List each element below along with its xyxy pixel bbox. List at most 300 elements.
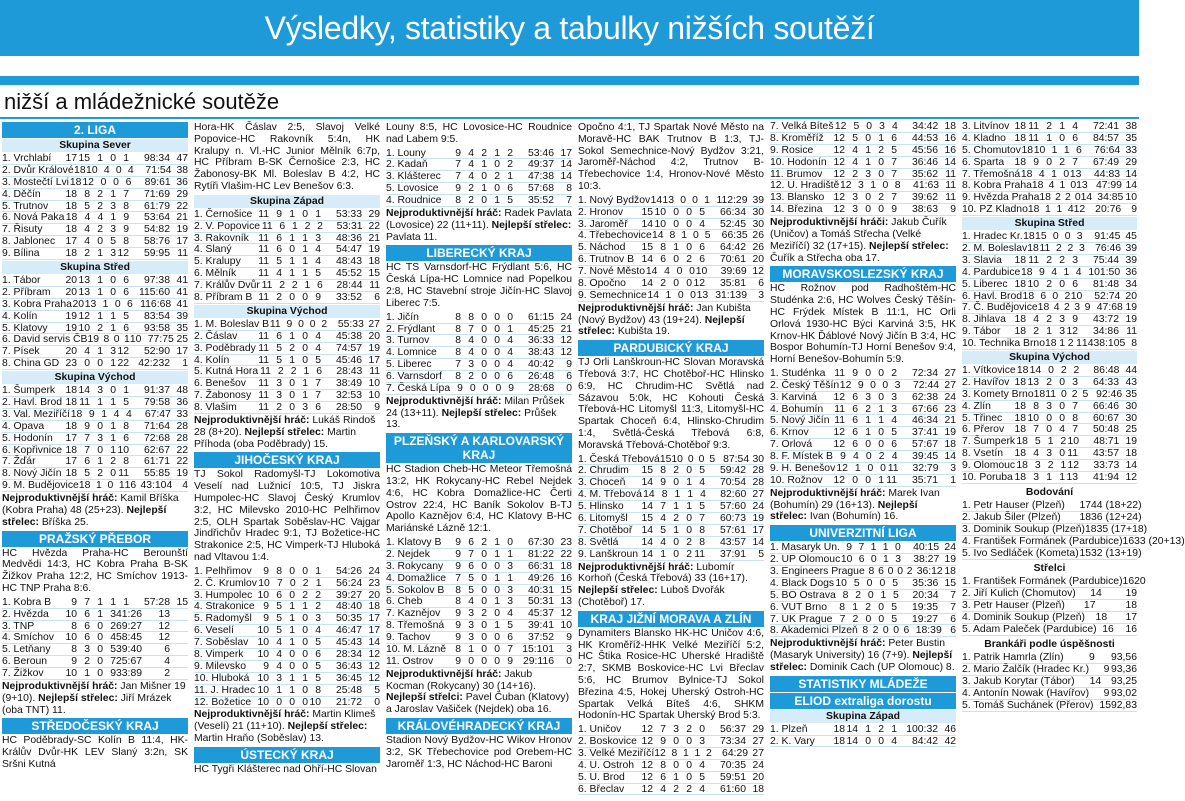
table-cell: 29 <box>176 188 188 200</box>
table-cell: 8 <box>455 195 461 207</box>
table-cell: 2 <box>302 589 308 601</box>
table-cell: 23 <box>65 358 77 370</box>
table-cell: 18 <box>1014 254 1026 266</box>
table-row <box>578 207 764 219</box>
table-cell: 7. Třemošná <box>962 168 1021 180</box>
table-cell: 5 <box>276 601 282 613</box>
table-row <box>194 319 380 331</box>
table-cell: 4 <box>315 625 321 637</box>
table-row <box>386 335 572 347</box>
stats-cell: 16 <box>1125 623 1137 635</box>
table-cell: 2 <box>852 168 858 180</box>
table-cell: 28 <box>176 432 188 444</box>
table-cell: 19 <box>65 322 77 334</box>
table-cell: 0 <box>481 655 487 667</box>
table-cell: 3 <box>468 620 474 632</box>
table-cell: 8 <box>123 236 129 248</box>
table-row <box>386 195 572 207</box>
table-cell: 35:71 <box>911 474 938 486</box>
table-cell: 45:37 <box>527 608 554 620</box>
table-cell: 5. Kutná Hora <box>194 366 259 378</box>
table-cell: 7. Řisuty <box>2 224 43 236</box>
table-cell: 1 <box>1047 436 1054 448</box>
table-row <box>194 590 380 602</box>
stats-cell: 1. Patrik Hamrla (Zlín) <box>962 651 1064 663</box>
table-cell: 4 <box>852 451 859 463</box>
table-cell: 2 <box>291 280 298 292</box>
table-cell: 2 <box>97 224 103 236</box>
table-cell: 0 <box>1059 132 1065 144</box>
table-cell: 5 <box>891 144 897 156</box>
table-cell: 6. Kopřivnice <box>2 444 63 456</box>
table-cell: 12 <box>560 335 572 347</box>
stats-row <box>962 624 1137 636</box>
group-title: Skupina Východ <box>2 371 188 384</box>
table-cell: 3 <box>1046 400 1052 412</box>
table-cell: 5 <box>468 572 474 584</box>
table-cell: 4 <box>1053 302 1060 314</box>
table-cell: 12 <box>833 144 845 156</box>
table-cell: 2 <box>872 625 879 637</box>
table-cell: 1 <box>110 420 116 432</box>
table-cell: 1 <box>494 548 500 560</box>
stats-cell: 16 <box>1122 575 1135 587</box>
note-label: Nejproduktivnější hráč: <box>386 668 502 680</box>
results-paragraph: HC Hvězda Praha-HC Berounští Medvědi 14:3, HC Kobra Praha B-SK Žižkov Praha 12:2, HC Smíchov 1913-HC TNP Praha 8:6. <box>2 547 188 594</box>
table-cell: 8. Kobra Praha <box>962 180 1032 192</box>
table-cell: 36 <box>1125 266 1138 278</box>
table-cell: 3 <box>894 379 901 391</box>
table-cell: 5 <box>315 672 321 684</box>
table-cell: 6 <box>507 371 513 383</box>
table-cell: 1. Nový Bydžov <box>578 194 651 206</box>
table-row <box>578 230 764 242</box>
table-cell: 11 <box>369 366 381 378</box>
table-cell: 4 <box>468 159 474 171</box>
table-cell: 14 <box>1125 180 1138 192</box>
table-cell: 5 <box>507 620 513 632</box>
table-cell: 2 <box>906 565 913 577</box>
table-cell: 0 <box>97 420 103 432</box>
note-label: Nejlepší střelci: <box>386 692 463 704</box>
table-cell: 49:26 <box>527 572 554 584</box>
table-cell: 19:27 <box>912 613 939 625</box>
table-cell: 18 <box>1020 168 1033 180</box>
table-cell: 3. TNP <box>2 620 35 632</box>
table-cell: 5 <box>892 577 899 589</box>
table-cell: 71:54 <box>145 164 172 176</box>
table-cell: 1 <box>1051 144 1058 156</box>
stats-cell: 4. Dominik Soukup (Plzeň) <box>962 611 1086 623</box>
table-cell: 0 <box>878 391 884 403</box>
table-cell: 1. Klatovy B <box>386 537 442 549</box>
table-cell: 18 <box>1014 376 1026 388</box>
table-cell: 8 <box>103 334 110 346</box>
table-cell: 11. J. Hradec <box>194 684 256 696</box>
table-cell: 1 <box>854 463 861 475</box>
table-cell: 2 <box>891 367 897 379</box>
table-cell: 1 <box>865 723 871 735</box>
table-cell: 30 <box>752 218 764 230</box>
table-cell: 0 <box>680 194 686 206</box>
table-cell: 54:82 <box>143 224 170 236</box>
table-cell: 0 <box>865 613 872 625</box>
note-label: Nejlepší střelec: <box>578 314 745 338</box>
table-cell: 7. Žďár <box>2 456 36 468</box>
table-cell: 8 <box>71 644 77 656</box>
table-cell: 1 <box>883 554 889 566</box>
group-title: Skupina Východ <box>194 305 380 318</box>
table-row <box>578 219 764 231</box>
table-cell: 10 <box>65 632 77 644</box>
table-cell: 9 <box>123 212 130 224</box>
column-2 <box>194 121 380 801</box>
table-cell: 0 <box>289 378 295 390</box>
table-cell: 0 <box>507 311 513 323</box>
table-cell: 0 <box>302 637 308 649</box>
table-cell: 81:22 <box>527 548 554 560</box>
table-cell: 4 <box>164 656 170 668</box>
table-cell: 0 <box>878 367 884 379</box>
table-cell: 6. David servis ČB <box>2 334 88 346</box>
table-cell: 35 <box>1125 388 1137 400</box>
table-cell: 92:46 <box>1096 388 1123 400</box>
stats-row <box>962 676 1137 688</box>
table-cell: 3. Engineers Prague <box>770 565 865 577</box>
table-cell: 9 <box>455 608 461 620</box>
table-cell: 16 <box>124 480 137 492</box>
table-cell: 0 <box>302 625 308 637</box>
table-cell: 1. Louny <box>386 147 426 159</box>
table-cell: 14 <box>752 536 764 548</box>
table-cell: 18 <box>560 560 572 572</box>
table-cell: 0 <box>865 451 872 463</box>
table-cell: 6 <box>84 620 90 632</box>
table-cell: 18 <box>1014 278 1026 290</box>
table-row <box>578 454 764 466</box>
stats-cell: 1. František Formánek (Pardubice) <box>962 575 1123 587</box>
section-header: 2. LIGA <box>2 122 188 138</box>
table-cell: 7 <box>839 613 846 625</box>
table-cell: 50:35 <box>335 613 362 625</box>
table-cell: 41 <box>176 298 189 310</box>
table-cell: 7 <box>455 572 461 584</box>
table-cell: 0 <box>1064 231 1071 243</box>
table-cell: 4 <box>276 649 282 661</box>
table-cell: 3 <box>97 385 103 397</box>
table-cell: 6 <box>852 391 858 403</box>
table-cell: 91:37 <box>143 385 170 397</box>
table-cell: 0 <box>302 649 308 661</box>
table-cell: 4 <box>1075 266 1082 278</box>
table-cell: 1 <box>289 672 295 684</box>
table-cell: 66:35 <box>721 230 748 242</box>
table-cell: 12 <box>368 660 380 672</box>
table-cell: 18 <box>1016 365 1029 377</box>
group-title: Skupina Střed <box>2 261 188 274</box>
table-cell: 2 <box>1033 326 1039 338</box>
table-cell: 45:52 <box>335 268 362 280</box>
table-cell: 2 <box>1047 460 1054 472</box>
table-cell: 5 <box>893 589 899 601</box>
table-cell: 0 <box>897 565 903 577</box>
table-cell: 35 <box>1125 132 1137 144</box>
column-3 <box>386 121 572 801</box>
table-cell: 12 <box>158 632 170 644</box>
table-cell: 1 <box>292 220 298 232</box>
table-row <box>2 311 188 323</box>
stats-cell: 3. Petr Hauser (Plzeň) <box>962 599 1065 611</box>
table-cell: 8 <box>699 524 705 536</box>
table-cell: 4 <box>276 637 282 649</box>
table-cell: 6. Břeclav <box>578 783 625 795</box>
table-cell: 6 <box>279 220 286 232</box>
table-cell: 1. Vrchlabí <box>2 153 52 164</box>
table-row <box>2 480 188 492</box>
table-cell: 9 <box>566 632 572 644</box>
table-cell: 5. Lovosice <box>386 183 439 195</box>
table-cell: 8 <box>455 371 461 383</box>
table-cell: 67:30 <box>527 537 554 549</box>
table-cell: 7 <box>110 656 116 668</box>
table-row <box>386 324 572 336</box>
table-cell: 69:27 <box>116 620 143 632</box>
table-cell: 1 <box>686 477 692 489</box>
table-row <box>2 189 188 201</box>
table-cell: 3 <box>1034 460 1041 472</box>
table-cell: 1 <box>124 334 130 346</box>
table-cell: 11 <box>1067 448 1078 460</box>
results-paragraph: HC Stadion Cheb-HC Meteor Třemošná 13:2, HK Rokycany-HC Rebel Nejdek 4:6, HC Kobra Domažlice-HC Čerti Ostrov 22:4, HC Baník Sokolov B-TJ Apollo Kaznějov 6:4, HC Klatovy B-HC Mariánské Lázně 12:1. <box>386 464 572 535</box>
table-cell: 0 <box>481 335 487 347</box>
table-cell: 11 <box>260 366 271 378</box>
table-row <box>770 578 956 590</box>
table-cell: 14 <box>1125 168 1137 180</box>
table-cell: 84:57 <box>1092 132 1119 144</box>
table-row <box>386 620 572 632</box>
table-cell: 8 <box>123 200 129 212</box>
table-cell: 3 <box>110 200 116 212</box>
table-cell: 1. Studénka <box>770 367 826 379</box>
table-cell: 9 <box>84 420 90 432</box>
note-value: Průšek 13. <box>386 407 557 431</box>
section-header: LIBERECKÝ KRAJ <box>386 245 572 261</box>
table-cell: 10 <box>1027 412 1039 424</box>
stats-row <box>962 499 1142 512</box>
table-cell: 10 <box>1033 144 1046 156</box>
table-cell: 5 <box>507 195 513 207</box>
table-cell: 2 <box>84 656 90 668</box>
table-row <box>386 371 572 383</box>
table-cell: 7 <box>858 542 865 554</box>
table-cell: 10 <box>257 625 269 637</box>
table-cell: 1 <box>673 242 679 254</box>
table-cell: 11 <box>834 403 845 415</box>
note-value: Lukáš Rindoš 28 (8+20). <box>194 415 376 438</box>
table-cell: 18 <box>1045 338 1057 350</box>
table-cell: 18 <box>1014 121 1026 132</box>
subtitle-divider <box>0 117 1139 119</box>
table-cell: 6 <box>1072 132 1078 144</box>
table-row <box>962 326 1137 338</box>
table-cell: 9 <box>1039 266 1045 278</box>
table-cell: 4 <box>660 513 666 525</box>
table-cell: 0 <box>692 194 698 206</box>
table-cell: 5 <box>276 354 282 366</box>
table-cell: 5. Liberec <box>962 278 1008 290</box>
table-cell: 0 <box>113 176 119 188</box>
table-cell: 12 <box>1067 460 1080 472</box>
table-cell: 56:24 <box>336 577 363 589</box>
table-row <box>578 513 764 525</box>
table-cell: 6. Přerov <box>962 424 1005 436</box>
table-cell: 0 <box>302 354 308 366</box>
stats-row <box>962 511 1142 524</box>
table-row <box>578 465 764 477</box>
table-row <box>2 632 188 644</box>
table-cell: 0 <box>468 655 474 667</box>
table-cell: 3 <box>97 432 103 444</box>
table-row <box>386 632 572 644</box>
table-cell: 1 <box>891 723 897 735</box>
table-cell: 5 <box>276 613 282 625</box>
table-cell: 0 <box>673 548 679 560</box>
note-label: Nejlepší střelec: <box>441 407 522 419</box>
table-cell: 7. Králův Dvůr <box>194 280 260 292</box>
table-cell: 11 <box>258 208 269 220</box>
note-label: Nejproduktivnější hráč: <box>770 487 886 499</box>
table-cell: 0 <box>494 608 500 620</box>
table-cell: 1 <box>289 256 295 268</box>
table-cell: 37:52 <box>527 632 554 644</box>
table-cell: 1 <box>123 596 129 608</box>
table-cell: 1 <box>110 444 116 456</box>
table-cell: 7 <box>891 168 897 180</box>
table-cell: 87:54 <box>723 453 750 465</box>
table-cell: 44:83 <box>1094 168 1121 180</box>
table-cell <box>170 609 188 620</box>
table-cell: 4 <box>468 147 474 159</box>
table-cell: 66:31 <box>527 560 554 572</box>
table-cell: 10 <box>309 696 321 708</box>
table-cell: 1 <box>110 596 116 608</box>
table-row <box>386 644 572 656</box>
table-cell <box>170 656 188 667</box>
table-cell: 14 <box>651 230 664 242</box>
table-cell: 1 <box>865 427 871 439</box>
group-title: Skupina Východ <box>962 351 1137 364</box>
table-cell: 9 <box>852 367 858 379</box>
table-cell: 14 <box>647 289 660 301</box>
table-cell: 18 <box>944 439 956 451</box>
table-cell: 1 <box>302 268 308 280</box>
table-row <box>962 338 1137 350</box>
table-cell: 6 <box>123 275 129 287</box>
table-cell: 29 <box>368 208 380 220</box>
table-cell: 11 <box>1045 388 1056 400</box>
table-cell: 3. Slavia <box>962 254 1002 266</box>
table-cell: 33 <box>1125 144 1137 156</box>
table-cell: 7 <box>950 589 956 601</box>
table-row <box>194 578 380 590</box>
table-cell: 9 <box>457 382 463 394</box>
table-cell: 39:40 <box>116 644 143 656</box>
table-cell: 1 <box>1046 132 1052 144</box>
table-cell: 15 <box>641 206 653 218</box>
table-cell: 4 <box>315 244 321 256</box>
table-cell: 50:48 <box>1092 424 1119 436</box>
section-subtitle: nižší a mládežnické soutěže <box>4 89 280 114</box>
table-cell: 0 <box>84 358 90 370</box>
table-cell: 0 <box>494 183 500 195</box>
table-cell: 9 <box>566 359 572 371</box>
table-cell: 100:32 <box>906 723 938 735</box>
table-cell: 17 <box>368 354 380 366</box>
table-cell: 76:46 <box>1095 243 1122 255</box>
table-cell: 11 <box>258 330 269 342</box>
table-cell: 1 <box>687 489 694 501</box>
table-cell: 8 <box>455 311 461 323</box>
table-row <box>770 724 956 736</box>
table-cell: 20:34 <box>912 589 939 601</box>
table-cell: 14 <box>1125 460 1138 472</box>
table-cell: 1 <box>97 456 103 468</box>
table-cell: 0 <box>894 542 901 554</box>
table-cell: 11 <box>269 318 281 330</box>
table-cell: 0 <box>289 244 295 256</box>
table-cell: 12 <box>368 649 380 661</box>
table-row <box>770 554 956 566</box>
table-cell: 11 <box>945 192 956 204</box>
table-cell: 18 <box>944 565 956 577</box>
table-cell: 1 <box>878 132 884 144</box>
table-cell: 8 <box>669 230 676 242</box>
table-cell: 2 <box>110 620 116 632</box>
table-cell: 3 <box>315 613 321 625</box>
table-row <box>2 323 188 335</box>
table-cell: 2 <box>1046 254 1052 266</box>
table-cell: 6 <box>126 298 133 310</box>
table-cell: 12. U. Hradiště <box>770 180 840 192</box>
table-cell: 12 <box>82 176 94 188</box>
table-cell: 20 <box>72 298 85 310</box>
table-row <box>578 266 764 278</box>
table-cell: 0 <box>673 254 679 266</box>
table-cell: 43 <box>1125 376 1137 388</box>
table-cell: 6 <box>699 254 705 266</box>
table-cell: 5 <box>276 256 282 268</box>
table-cell: 1 <box>681 230 688 242</box>
table-cell: 59:42 <box>719 465 746 477</box>
table-cell: 0 <box>482 382 489 394</box>
table-cell: 0 <box>309 318 316 330</box>
table-cell: 9 <box>455 183 461 195</box>
table-cell: 17 <box>176 236 188 248</box>
note-label: Nejlepší střelec: <box>578 585 658 597</box>
table-cell: 13 <box>158 608 170 620</box>
table-cell: 0 <box>302 660 308 672</box>
table-cell: 0 <box>865 367 871 379</box>
table-cell: 2 <box>686 783 692 795</box>
table-cell: 1 <box>303 366 310 378</box>
table-cell: 0 <box>115 164 122 176</box>
table-cell: 10 <box>257 589 269 601</box>
note-value: Luboš Dvořák (Chotěboř) 17. <box>578 585 725 608</box>
table-cell: 6. Sparta <box>962 156 1005 168</box>
table-cell: 0 <box>481 359 487 371</box>
table-cell: 4. Lomnice <box>386 347 437 359</box>
stats-cell: 35 (17+18) <box>1096 523 1148 535</box>
